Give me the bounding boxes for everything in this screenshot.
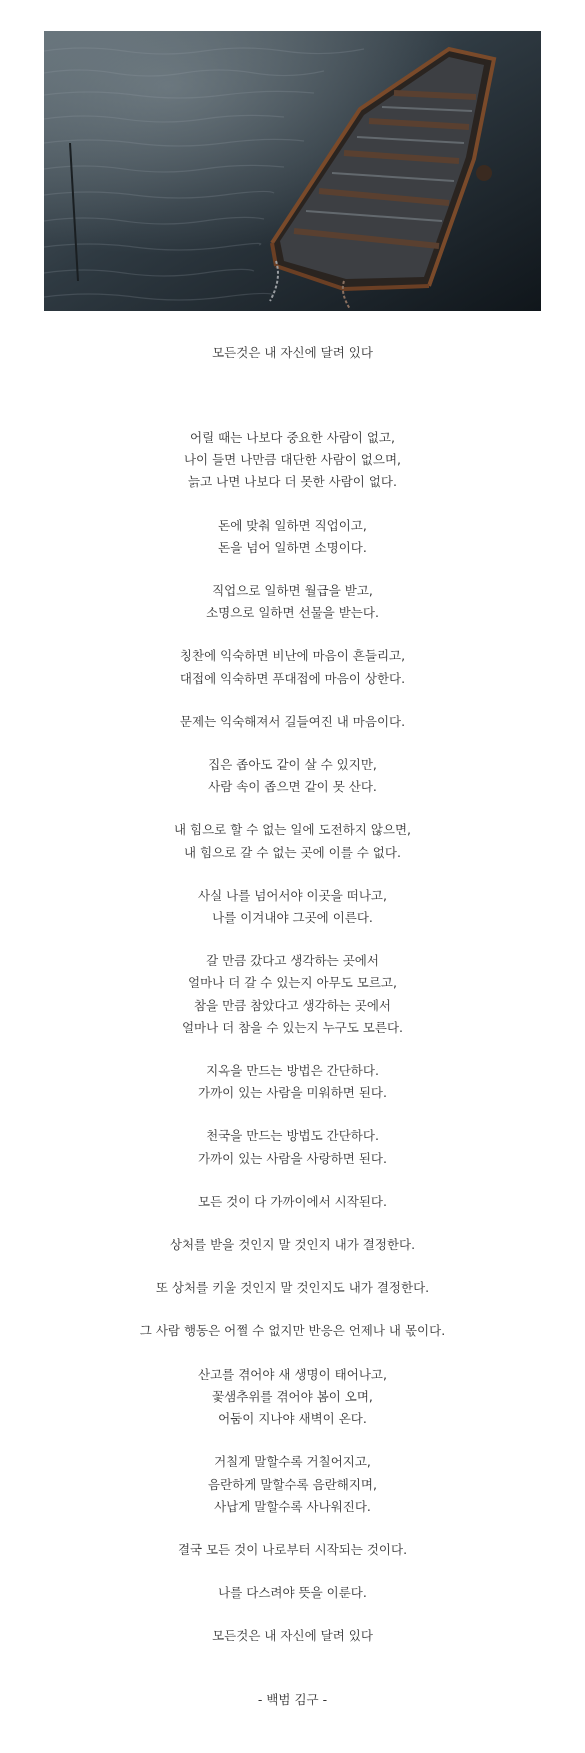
poem-stanza — [0, 1451, 585, 1518]
header-photo-boat-on-water — [44, 31, 541, 311]
poem-stanza — [0, 1125, 585, 1169]
poem-line: 또 상처를 키울 것인지 말 것인지도 내가 결정한다. — [155, 1280, 430, 1296]
poem-stanza — [0, 1234, 585, 1256]
poem-line: 거칠게 말할수록 거칠어지고, — [214, 1454, 371, 1470]
poem-line: 늙고 나면 나보다 더 못한 사람이 없다. — [188, 474, 397, 490]
poem-line: 내 힘으로 갈 수 없는 곳에 이를 수 없다. — [184, 844, 401, 860]
poem-author: - 백범 김구 - — [257, 1692, 328, 1707]
poem-line: 얼마나 더 갈 수 있는지 아무도 모르고, — [188, 975, 397, 991]
poem-stanza — [0, 1539, 585, 1561]
poem-line: 대접에 익숙하면 푸대접에 마음이 상한다. — [179, 670, 406, 686]
poem-stanza — [0, 1625, 585, 1647]
poem-stanza — [0, 1191, 585, 1213]
poem-stanza — [0, 754, 585, 798]
poem-line: 천국을 만드는 방법도 간단하다. — [206, 1128, 379, 1144]
poem-line: 칭찬에 익숙하면 비난에 마음이 흔들리고, — [179, 648, 406, 664]
poem-stanza — [0, 1060, 585, 1104]
poem-line: 돈에 맞춰 일하면 직업이고, — [218, 517, 367, 533]
poem-line: 집은 좁아도 같이 살 수 있지만, — [208, 757, 377, 773]
poem-line: 꽃샘추위를 겪어야 봄이 오며, — [212, 1388, 373, 1404]
poem-line: 얼마나 더 참을 수 있는지 누구도 모른다. — [181, 1019, 403, 1035]
poem-line: 음란하게 말할수록 음란해지며, — [208, 1476, 377, 1492]
poem-stanza — [0, 1364, 585, 1431]
poem-line: 가까이 있는 사람을 미워하면 된다. — [198, 1085, 387, 1101]
poem-stanza — [0, 580, 585, 624]
poem-line: 내 힘으로 할 수 없는 일에 도전하지 않으면, — [173, 822, 412, 838]
poem-stanza — [0, 885, 585, 929]
poem-stanza — [0, 645, 585, 689]
poem-line: 나를 다스려야 뜻을 이룬다. — [218, 1585, 367, 1601]
poem-stanza — [0, 515, 585, 559]
poem-title: 모든것은 내 자신에 달려 있다 — [212, 345, 373, 360]
poem-line: 모든것은 내 자신에 달려 있다 — [212, 1628, 373, 1644]
poem-line: 산고를 겪어야 새 생명이 태어나고, — [198, 1366, 387, 1382]
poem-stanza — [0, 950, 585, 1039]
poem-line: 어둠이 지나야 새벽이 온다. — [218, 1411, 367, 1427]
poem-line: 가까이 있는 사람을 사랑하면 된다. — [198, 1150, 387, 1166]
poem-line: 어릴 때는 나보다 중요한 사람이 없고, — [190, 430, 395, 445]
boat-photo — [44, 31, 541, 311]
poem-line: 나를 이겨내야 그곳에 이른다. — [212, 910, 373, 926]
poem-line: 나이 들면 나만큼 대단한 사람이 없으며, — [183, 452, 402, 468]
poem-stanza — [0, 711, 585, 733]
poem-line: 사람 속이 좁으면 같이 못 산다. — [208, 779, 377, 795]
poem-line: 참을 만큼 참았다고 생각하는 곳에서 — [193, 997, 392, 1013]
poem-stanza — [0, 819, 585, 863]
poem-line: 모든 것이 다 가까이에서 시작된다. — [198, 1193, 387, 1209]
poem-line: 사납게 말할수록 사나워진다. — [214, 1498, 371, 1514]
poem-stanza — [0, 1277, 585, 1299]
poem-stanza — [0, 1320, 585, 1342]
poem-stanza — [0, 1582, 585, 1604]
poem-stanza — [0, 427, 585, 494]
poem-line: 돈을 넘어 일하면 소명이다. — [218, 539, 367, 555]
poem-line: 문제는 익숙해져서 길들여진 내 마음이다. — [179, 713, 406, 729]
poem-line: 그 사람 행동은 어쩔 수 없지만 반응은 언제나 내 몫이다. — [139, 1323, 446, 1339]
poem-line: 상처를 받을 것인지 말 것인지 내가 결정한다. — [169, 1237, 416, 1253]
poem-line: 결국 모든 것이 나로부터 시작되는 것이다. — [177, 1541, 408, 1557]
poem-line: 소명으로 일하면 선물을 받는다. — [206, 605, 379, 621]
poem-line: 사실 나를 넘어서야 이곳을 떠나고, — [198, 887, 387, 903]
poem-line: 지옥을 만드는 방법은 간단하다. — [206, 1063, 379, 1079]
poem-body — [0, 427, 585, 1669]
poem-line: 갈 만큼 갔다고 생각하는 곳에서 — [206, 953, 379, 969]
poem-line: 직업으로 일하면 월급을 받고, — [212, 583, 373, 599]
